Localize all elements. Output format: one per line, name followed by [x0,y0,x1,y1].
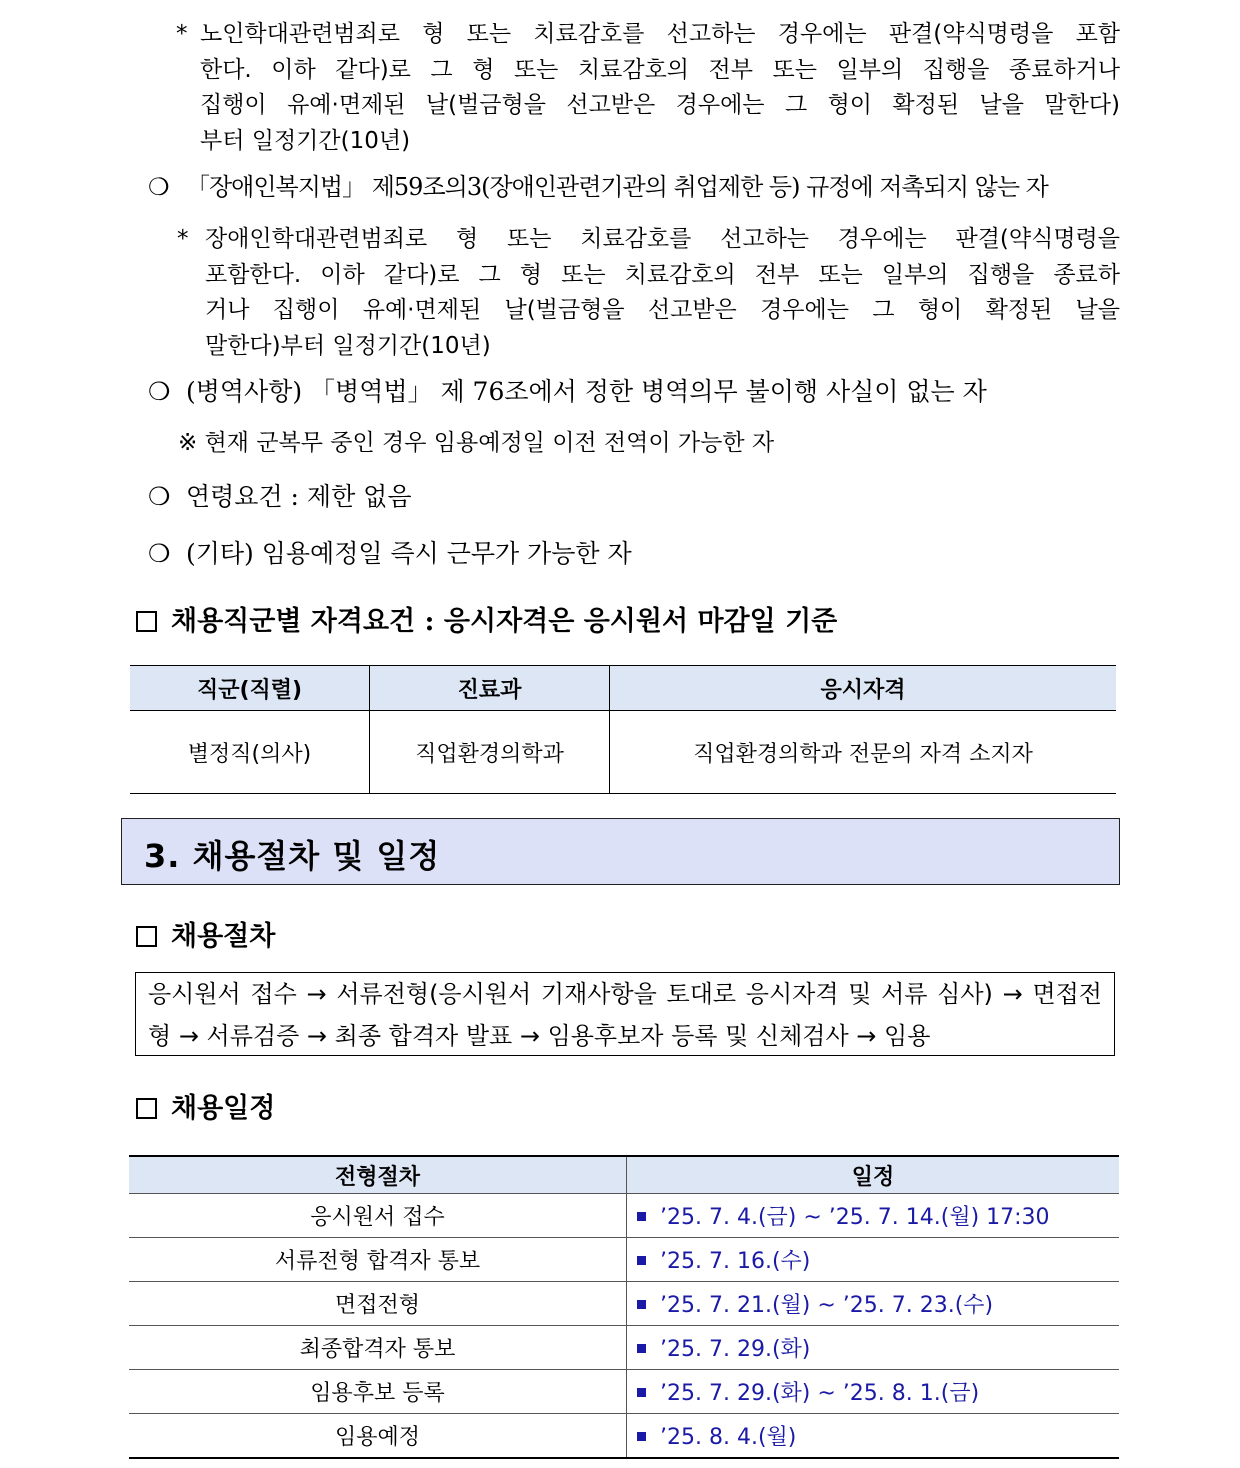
date-cell [627,1282,1120,1326]
disability-abuse-note [177,222,1120,364]
square-bullet-icon [637,1212,646,1221]
heading-text: 채용일정 [171,1093,276,1124]
date-text: ’25. 7. 29.(화) [660,1337,811,1362]
note-line: 포함한다. 이하 같다)로 그 형 또는 치료감호의 전부 또는 일부의 집행을 종료하 [205,261,1120,288]
schedule-heading [136,1093,275,1125]
military-note: ※ 현재 군복무 중인 경우 임용예정일 이전 전역이 가능한 자 [178,430,775,456]
square-bullet-icon [637,1388,646,1397]
date-text: ’25. 7. 4.(금) ~ ’25. 7. 14.(월) 17:30 [660,1205,1050,1230]
table-row [129,1414,1119,1459]
table-cell: 별정직(의사) [130,711,370,794]
heading-text: 채용직군별 자격요건 : 응시자격은 응시원서 마감일 기준 [171,606,838,637]
note-line: 부터 일정기간(10년) [200,127,411,154]
section-title-banner [121,818,1120,885]
column-header: 응시자격 [610,666,1117,711]
date-text: ’25. 7. 16.(수) [660,1249,811,1274]
square-bullet-icon [136,611,157,632]
square-bullet-icon [637,1256,646,1265]
age-requirement [148,482,411,512]
note-line: 말한다)부터 일정기간(10년) [205,332,491,359]
qualification-table [130,665,1116,794]
requirement-text: 「장애인복지법」 제59조의3(장애인관련기관의 취업제한 등) 규정에 저촉되지 않는 자 [186,173,1048,201]
date-text: ’25. 7. 21.(월) ~ ’25. 7. 23.(수) [660,1293,994,1318]
heading-text: 채용절차 [171,921,276,952]
note-line: 거나 집행이 유예·면제된 날(벌금형을 선고받은 경우에는 그 형이 확정된 날을 [205,297,1120,323]
disability-requirement [148,172,1048,202]
note-line: 집행이 유예·면제된 날(벌금형을 선고받은 경우에는 그 형이 확정된 날을 말한다) [200,92,1120,118]
table-cell: 직업환경의학과 전문의 자격 소지자 [610,711,1117,794]
square-bullet-icon [637,1432,646,1441]
square-bullet-icon [637,1344,646,1353]
table-row [129,1326,1119,1370]
requirement-text: (기타) 임용예정일 즉시 근무가 가능한 자 [186,539,632,568]
step-cell: 서류전형 합격자 통보 [129,1238,627,1282]
step-cell: 임용후보 등록 [129,1370,627,1414]
other-requirement [148,539,632,569]
table-row [129,1282,1119,1326]
procedure-heading [136,921,275,953]
military-requirement [148,377,987,407]
note-line: 한다. 이하 같다)로 그 형 또는 치료감호의 전부 또는 일부의 집행을 종료하거나 [200,56,1120,83]
date-text: ’25. 8. 4.(월) [660,1425,797,1450]
date-cell [627,1238,1120,1282]
step-cell: 임용예정 [129,1414,627,1459]
section-title: 3. 채용절차 및 일정 [144,837,441,875]
note-line: 노인학대관련범죄로 형 또는 치료감호를 선고하는 경우에는 판결(약식명령을 포함 [200,21,1120,47]
date-cell [627,1414,1120,1459]
table-row [129,1194,1119,1238]
note-line: 장애인학대관련범죄로 형 또는 치료감호를 선고하는 경우에는 판결(약식명령을 [205,226,1120,252]
table-cell: 직업환경의학과 [370,711,610,794]
note-marker: * [177,226,189,252]
procedure-flow: 응시원서 접수 → 서류전형(응시원서 기재사항을 토대로 응시자격 및 서류 심사) → 면접전형 → 서류검증 → 최종 합격자 발표 → 임용후보자 등록 및 신체검사 → 임용 [135,972,1115,1056]
bullet-circle-icon: ❍ [148,173,169,201]
table-row [129,1370,1119,1414]
date-text: ’25. 7. 29.(화) ~ ’25. 8. 1.(금) [660,1381,980,1406]
square-bullet-icon [136,1098,157,1119]
schedule-table [129,1155,1119,1459]
requirement-text: (병역사항) 「병역법」 제 76조에서 정한 병역의무 불이행 사실이 없는 자 [186,377,987,406]
column-header: 일정 [627,1156,1120,1194]
bullet-circle-icon: ❍ [148,482,171,511]
step-cell: 면접전형 [129,1282,627,1326]
date-cell [627,1326,1120,1370]
qualification-heading [136,606,837,638]
elder-abuse-note [176,17,1120,159]
note-marker: * [176,21,188,47]
bullet-circle-icon: ❍ [148,539,171,568]
column-header: 전형절차 [129,1156,627,1194]
requirement-text: 연령요건 : 제한 없음 [186,482,412,511]
step-cell: 최종합격자 통보 [129,1326,627,1370]
table-row [129,1238,1119,1282]
square-bullet-icon [136,926,157,947]
column-header: 직군(직렬) [130,666,370,711]
bullet-circle-icon: ❍ [148,377,171,406]
step-cell: 응시원서 접수 [129,1194,627,1238]
date-cell [627,1194,1120,1238]
square-bullet-icon [637,1300,646,1309]
column-header: 진료과 [370,666,610,711]
date-cell [627,1370,1120,1414]
table-row [130,711,1116,794]
